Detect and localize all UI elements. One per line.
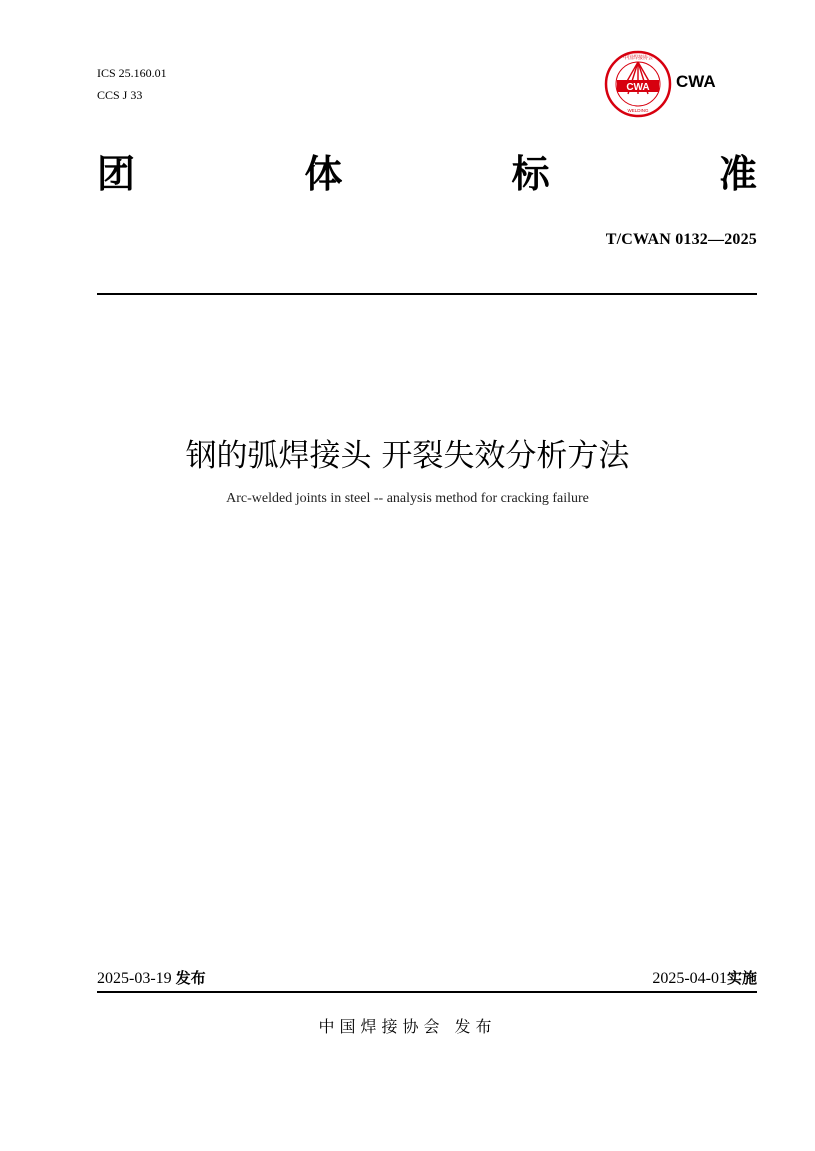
ics-code: ICS 25.160.01 (97, 66, 167, 80)
standard-type-title (97, 146, 757, 206)
svg-text:中国焊接协会: 中国焊接协会 (622, 55, 654, 61)
classification-codes (97, 62, 167, 106)
standard-number: T/CWAN 0132—2025 (605, 231, 757, 248)
bottom-divider (97, 991, 757, 993)
title-char: 团 (97, 152, 136, 196)
title-char: 标 (511, 152, 550, 196)
document-title-en: Arc-welded joints in steel -- analysis method for cracking failure (226, 491, 589, 506)
logo-brand-text: CWA (676, 72, 716, 91)
svg-text:WELDING: WELDING (627, 108, 649, 113)
issue-label: 发布 (175, 969, 206, 987)
publisher: 中国焊接协会 发布 (318, 1017, 497, 1036)
implement-date-line (652, 967, 757, 988)
cwa-logo-icon (604, 50, 672, 118)
top-divider (97, 293, 757, 295)
title-char: 准 (718, 152, 757, 196)
svg-text:CWA: CWA (626, 82, 650, 93)
issue-date: 2025-03-19 (97, 970, 172, 987)
title-char: 体 (304, 152, 343, 196)
implement-date: 2025-04-01 (652, 970, 727, 987)
document-title-cn: 钢的弧焊接头 开裂失效分析方法 (185, 438, 630, 474)
ccs-code: CCS J 33 (97, 88, 143, 102)
implement-label: 实施 (726, 969, 757, 987)
issue-date-line (97, 967, 206, 988)
